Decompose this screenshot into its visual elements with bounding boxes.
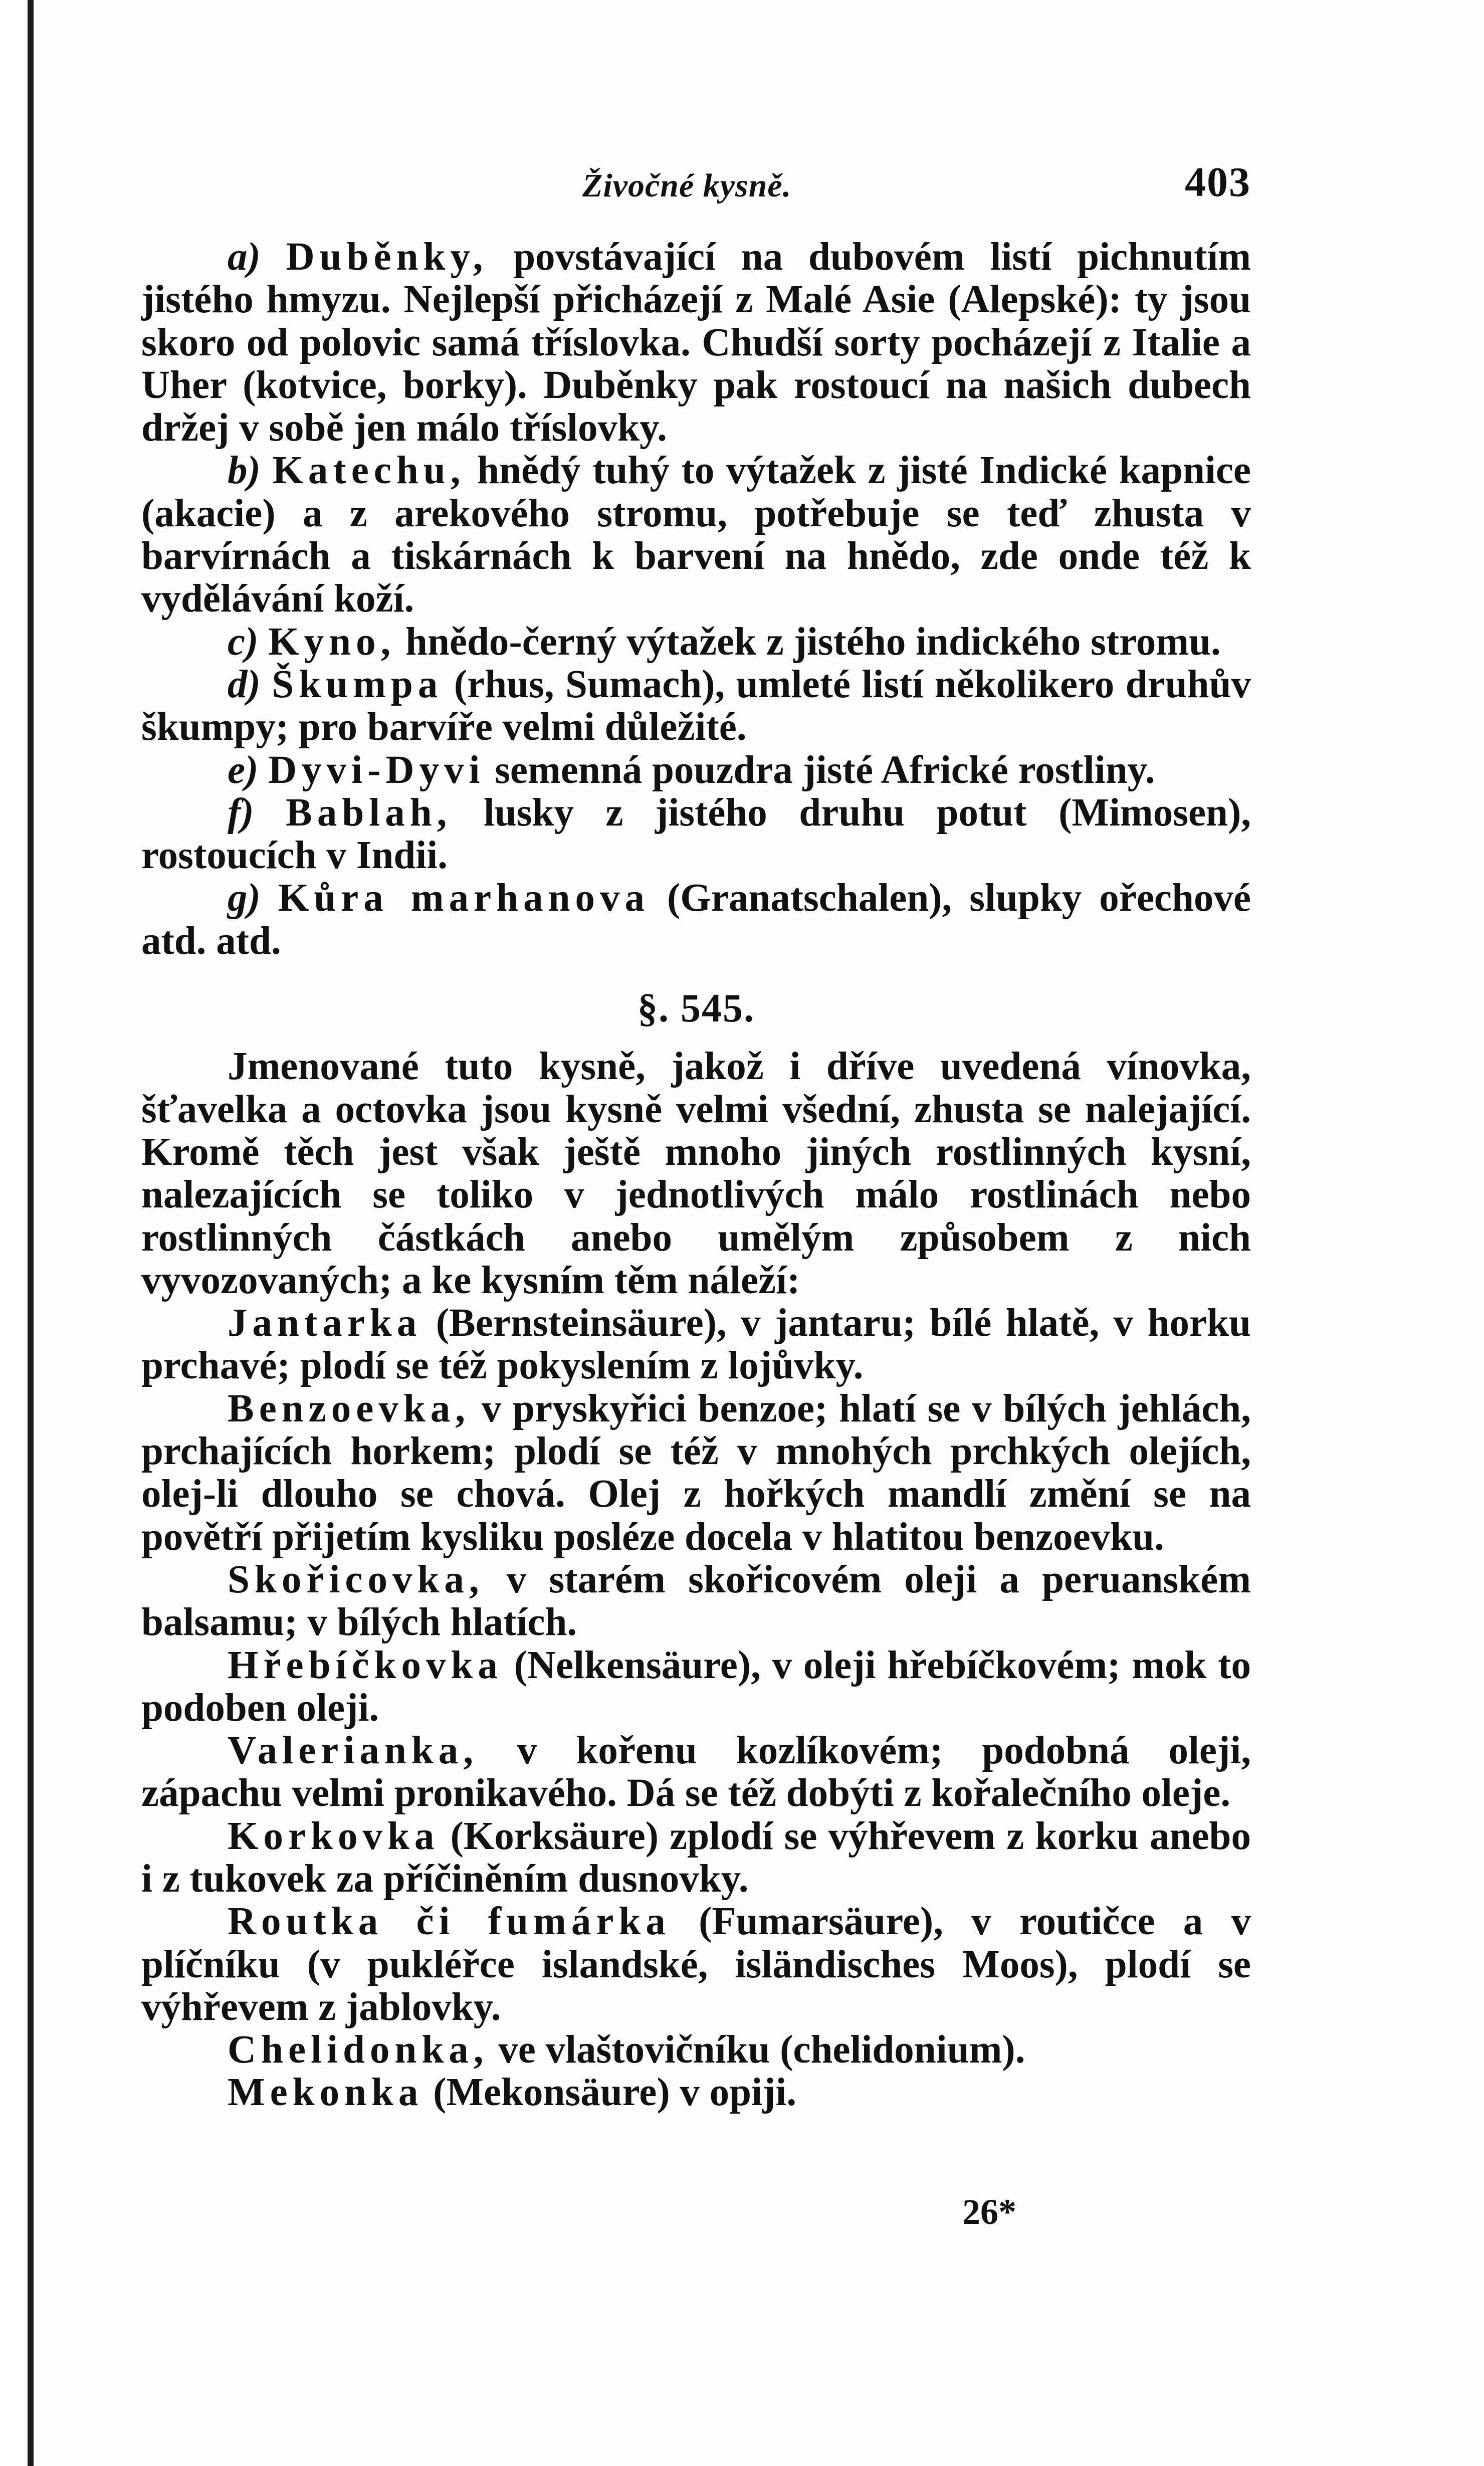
list-item [141, 791, 1251, 877]
list-item [141, 236, 1251, 449]
list-item [141, 621, 1251, 663]
acid-entry [141, 1644, 1251, 1730]
item-marker: b) [228, 449, 261, 493]
item-text: semenná pouzdra jisté Africké rostliny. [485, 748, 1155, 792]
item-term: Katechu, [272, 449, 466, 493]
acid-term: Hřebíčkovka [228, 1643, 503, 1687]
acid-term: Chelidonka, [228, 2028, 489, 2072]
acid-term: Valerianka, [228, 1729, 478, 1773]
acid-term: Benzoevka, [228, 1386, 471, 1430]
item-text: hnědý tuhý to výtažek z jisté Indické kapnice (akacie) a z arekového stromu, potřebuje se teď zhusta v barvírnách a tiskárnách k barvení na hnědo, zde onde též k vydělávání koží. [141, 449, 1251, 621]
item-marker: d) [228, 662, 261, 706]
page-binding-edge [28, 0, 34, 2466]
acid-text: (Bernsteinsäure), v jantaru; bílé hlatě, v horku prchavé; plodí se též pokyslením z lojůvky. [141, 1301, 1251, 1388]
acid-term: Korkovka [228, 1814, 440, 1858]
item-text: lusky z jistého druhu potut (Mimosen), rostoucích v Indii. [141, 790, 1251, 878]
item-text: povstávající na dubovém listí pichnutím jistého hmyzu. Nejlepší přicházejí z Malé Asie (Alepské): ty jsou skoro od polovic samá tříslovka. Chudší sorty pocházejí z Italie a Uher (kotvice, borky). Duběnky pak rostoucí na našich dubech držej v sobě jen málo tříslovky. [141, 235, 1251, 450]
section-intro: Jmenované tuto kysně, jakož i dříve uvedená vínovka, šťavelka a octovka jsou kysně velmi všední, zhusta se nalejající. Kromě těch jest však ještě mnoho jiných rostlinných kysní, nalezajících se toliko v jednotlivých málo rostlinách nebo rostlinných částkách anebo umělým způsobem z nich vyvozovaných; a ke kysním těm náleží: [141, 1045, 1251, 1302]
item-term: Kůra marhanova [278, 876, 650, 920]
body-text [141, 236, 1251, 2114]
page-header [141, 158, 1251, 208]
signature-mark: 26* [962, 2192, 1016, 2232]
acid-entry [141, 1387, 1251, 1558]
item-marker: f) [228, 790, 254, 835]
acid-text: (Nelkensäure), v oleji hřebíčkovém; mok to podoben oleji. [141, 1643, 1251, 1730]
acid-entry [141, 2028, 1251, 2071]
list-item [141, 749, 1251, 791]
list-item [141, 877, 1251, 962]
acid-text: (Korksäure) zplodí se výhřevem z korku anebo i z tukovek za příčiněním dusnovky. [141, 1814, 1251, 1901]
item-term: Kyno, [268, 620, 396, 664]
item-marker: e) [228, 748, 259, 792]
acid-entry [141, 1815, 1251, 1901]
acid-entry [141, 1900, 1251, 2028]
acid-term: Skořicovka, [228, 1557, 484, 1601]
acid-text: v kořenu kozlíkovém; podobná oleji, zápachu velmi pronikavého. Dá se též dobýti z kořalečního oleje. [141, 1729, 1251, 1815]
acid-term: Routka či fumárka [228, 1900, 671, 1944]
item-text: hnědo-černý výtažek z jistého indického stromu. [395, 620, 1221, 664]
item-term: Duběnky, [286, 235, 488, 279]
acid-term: Jantarka [228, 1301, 422, 1345]
list-item [141, 449, 1251, 620]
acid-text: (Mekonsäure) v opiji. [423, 2071, 797, 2115]
list-item [141, 663, 1251, 749]
item-term: Bablah, [286, 790, 452, 835]
acid-text: (Fumarsäure), v routičce a v plíčníku (v pukléřce islandské, isländisches Moos), plodí se výhřevem z jablovky. [141, 1900, 1251, 2029]
item-marker: g) [228, 876, 261, 920]
page-number: 403 [1185, 159, 1251, 206]
acid-entry [141, 1558, 1251, 1644]
acid-text: v pryskyřici benzoe; hlatí se v bílých jehlách, prchajících horkem; plodí se též v mnohých prchkých olejích, olej-li dlouho se chová. Olej z hořkých mandlí změní se na povětří přijetím kysliku posléze docela v hlatitou benzoevku. [141, 1386, 1251, 1559]
acid-text: ve vlaštovičníku (chelidonium). [488, 2028, 1025, 2072]
section-heading: §. 545. [638, 986, 755, 1031]
acid-entry [141, 1302, 1251, 1387]
acid-text: v starém skořicovém oleji a peruanském balsamu; v bílých hlatích. [141, 1557, 1251, 1645]
acid-entry [141, 1729, 1251, 1815]
item-term: Škumpa [272, 662, 443, 706]
acid-entry [141, 2071, 1251, 2114]
item-marker: a) [228, 235, 261, 279]
item-text: (Granatschalen), slupky ořechové atd. atd. [141, 876, 1251, 963]
item-text: (rhus, Sumach), umleté listí několikero druhův škumpy; pro barvíře velmi důležité. [141, 662, 1251, 749]
item-term: Dyvi-Dyvi [268, 748, 485, 792]
acid-term: Mekonka [228, 2071, 423, 2115]
item-marker: c) [228, 620, 259, 664]
running-title: Živočné kysně. [582, 167, 792, 204]
